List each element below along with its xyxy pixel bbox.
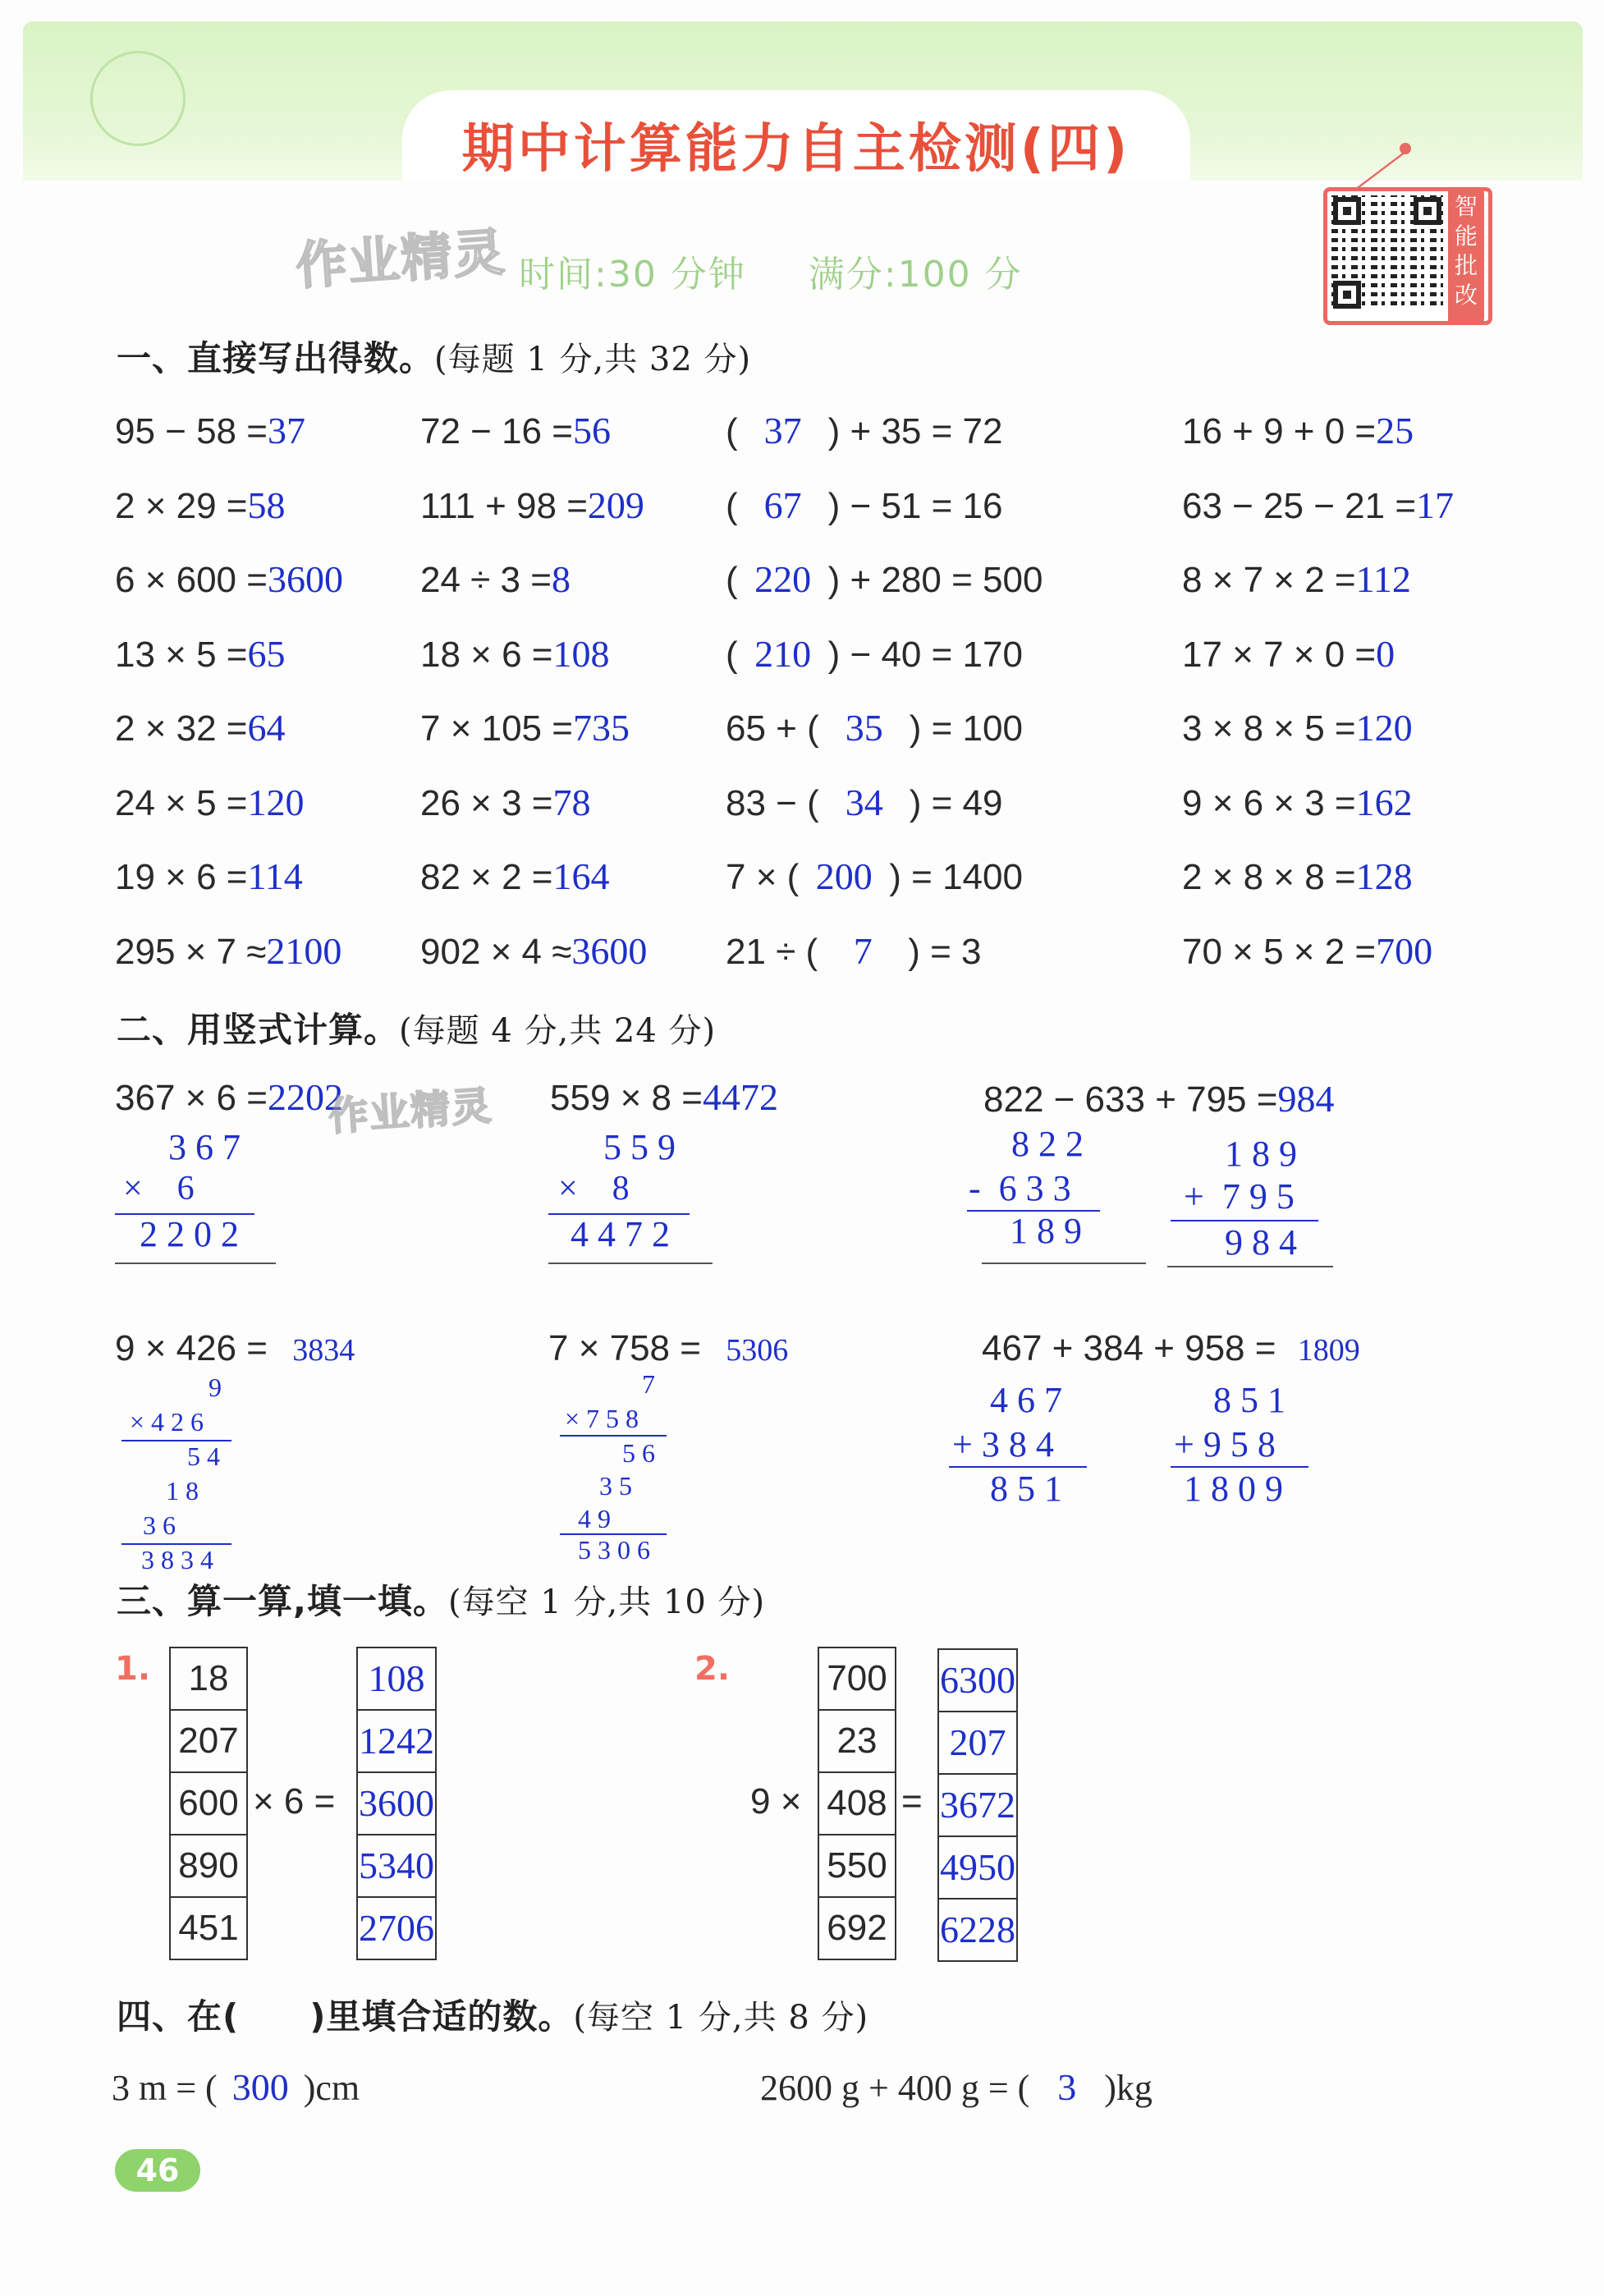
input-cell: 207	[171, 1711, 246, 1773]
answer[interactable]: 67	[763, 483, 802, 526]
oral-calc-item: 7 × ( 200 ) = 1400	[726, 855, 1023, 897]
section3-note: (每空 1 分,共 10 分)	[447, 1583, 766, 1621]
section2-heading: 二、用竖式计算。	[117, 1010, 400, 1050]
work-line: + 9 5 8	[1174, 1424, 1276, 1464]
output-column	[937, 1648, 1018, 1962]
input-column	[169, 1647, 248, 1960]
answer[interactable]: 114	[247, 855, 303, 897]
work-line: 1 8 9	[1010, 1211, 1082, 1251]
vertical-problem-4: 9 × 426 = 3834	[115, 1328, 355, 1368]
work-line: 5 4	[187, 1441, 220, 1471]
full-score: 满分:100 分	[808, 254, 1023, 296]
answer[interactable]: 37	[267, 410, 305, 451]
input-cell: 408	[819, 1773, 895, 1835]
input-cell: 890	[171, 1835, 246, 1898]
output-column	[356, 1647, 437, 1960]
answer: 3834	[292, 1333, 355, 1368]
oral-calc-item: 83 − ( 34 ) = 49	[726, 781, 1003, 823]
work-line: 3 6	[143, 1510, 176, 1540]
input-cell: 18	[171, 1648, 246, 1711]
qr-eye-icon	[1333, 197, 1361, 225]
input-column	[818, 1647, 896, 1960]
input-cell: 550	[819, 1835, 895, 1898]
answer[interactable]: 7	[853, 929, 873, 972]
work-rule	[560, 1435, 667, 1437]
output-cell[interactable]: 3672	[939, 1775, 1016, 1837]
work-line: 4 6 7	[990, 1380, 1062, 1420]
answer[interactable]: 735	[572, 707, 630, 749]
work-line: 7	[642, 1369, 655, 1399]
answer: 2202	[267, 1076, 343, 1118]
answer[interactable]: 120	[1355, 707, 1413, 749]
answer[interactable]: 112	[1355, 558, 1411, 600]
vertical-problem-5: 7 × 758 = 5306	[548, 1328, 789, 1368]
answer[interactable]: 128	[1355, 855, 1413, 897]
output-cell[interactable]: 6228	[940, 1909, 1015, 1950]
vertical-problem-3: 822 − 633 + 795 =984	[983, 1078, 1335, 1120]
work-line: × 8	[558, 1170, 630, 1208]
answer[interactable]: 2100	[266, 929, 342, 972]
answer: 1809	[1297, 1333, 1360, 1368]
work-line: × 6	[123, 1170, 195, 1208]
oral-calc-item: 111 + 98 =209	[420, 483, 644, 526]
oral-calc-item: 21 ÷ ( 7 ) = 3	[726, 929, 982, 972]
answer[interactable]: 120	[247, 781, 305, 823]
oral-calc-item: 24 ÷ 3 =8	[420, 558, 571, 600]
oral-calc-item: 19 × 6 =114	[115, 855, 303, 897]
operator: 9 ×	[750, 1781, 802, 1822]
work-line: 8 5 1	[1213, 1380, 1285, 1420]
output-cell[interactable]: 207	[939, 1712, 1016, 1775]
watermark: 作业精灵	[327, 1083, 495, 1140]
answer[interactable]: 200	[815, 855, 873, 897]
fill-item-1: 3 m = ( 300 )cm	[112, 2066, 360, 2108]
work-line: 9	[209, 1373, 222, 1402]
answer[interactable]: 3600	[571, 929, 648, 972]
qr-tag[interactable]	[1448, 187, 1484, 325]
output-cell[interactable]: 3600	[358, 1773, 435, 1835]
answer[interactable]: 108	[552, 632, 610, 675]
section1-heading: 一、直接写出得数。	[117, 338, 435, 378]
work-line: 3 8 3 4	[141, 1545, 213, 1574]
answer[interactable]: 0	[1376, 632, 1395, 675]
oral-calc-item: ( 210 ) − 40 = 170	[726, 632, 1023, 675]
section1-note: (每题 1 分,共 32 分)	[434, 341, 752, 378]
oral-calc-item: 295 × 7 ≈2100	[115, 929, 342, 972]
oral-calc-item: 9 × 6 × 3 =162	[1182, 781, 1413, 823]
oral-calc-item: ( 220 ) + 280 = 500	[726, 558, 1043, 600]
work-line: 1 8 9	[1225, 1134, 1297, 1174]
input-cell: 451	[178, 1908, 239, 1948]
oral-calc-item: 95 − 58 =37	[115, 410, 305, 451]
work-line: 5 3 0 6	[578, 1535, 650, 1565]
oral-calc-item: 18 × 6 =108	[420, 632, 610, 675]
work-line: 3 6 7	[168, 1127, 241, 1167]
oral-calc-item: 70 × 5 × 2 =700	[1182, 929, 1433, 972]
oral-calc-item: 8 × 7 × 2 =112	[1182, 558, 1411, 600]
work-line: - 6 3 3	[969, 1168, 1071, 1208]
work-line: + 7 9 5	[1184, 1176, 1295, 1217]
output-cell[interactable]: 5340	[358, 1835, 435, 1898]
answer[interactable]: 25	[1376, 410, 1414, 451]
input-cell: 700	[819, 1648, 895, 1711]
output-cell[interactable]: 108	[358, 1648, 435, 1711]
decorative-circle	[90, 51, 186, 146]
operator: × 6 =	[253, 1781, 336, 1822]
input-cell: 692	[827, 1908, 887, 1948]
page-number: 46	[115, 2149, 200, 2192]
work-line: 8 5 1	[990, 1469, 1062, 1509]
section3-title	[117, 1574, 765, 1624]
oral-calc-item: 902 × 4 ≈3600	[420, 929, 648, 972]
oral-calc-item: 82 × 2 =164	[420, 855, 610, 897]
section2-note: (每题 4 分,共 24 分)	[399, 1012, 717, 1050]
watermark: 作业精灵	[294, 222, 508, 296]
answer[interactable]: 35	[845, 707, 883, 749]
section3-heading: 三、算一算,填一填。	[117, 1581, 448, 1621]
answer-rule	[115, 1263, 276, 1264]
answer[interactable]: 37	[763, 410, 802, 451]
oral-calc-item: ( 37 ) + 35 = 72	[726, 410, 1003, 451]
time-info	[519, 245, 1072, 297]
oral-calc-item: 17 × 7 × 0 =0	[1182, 632, 1395, 675]
answer-rule	[1167, 1266, 1333, 1267]
oral-calc-item: 72 − 16 =56	[420, 410, 611, 451]
oral-calc-item: 65 + ( 35 ) = 100	[726, 707, 1023, 749]
work-line: 4 9	[578, 1504, 611, 1533]
work-line: 5 5 9	[603, 1127, 676, 1167]
oral-calc-item: 16 + 9 + 0 =25	[1182, 410, 1414, 451]
input-cell: 23	[819, 1711, 895, 1773]
answer[interactable]: 17	[1416, 483, 1455, 526]
work-line: 2 2 0 2	[140, 1214, 239, 1254]
work-line: 5 6	[622, 1438, 655, 1468]
vertical-problem-2: 559 × 8 =4472	[550, 1076, 778, 1118]
fill-item-2: 2600 g + 400 g = ( 3 )kg	[760, 2066, 1153, 2108]
answer[interactable]: 78	[552, 781, 591, 823]
equals-sign: =	[901, 1781, 923, 1822]
oral-calc-item: 2 × 29 =58	[115, 483, 286, 526]
work-line: × 7 5 8	[565, 1404, 639, 1433]
work-line: 9 8 4	[1225, 1222, 1297, 1263]
output-cell[interactable]: 2706	[359, 1907, 434, 1949]
problem-number: 1.	[115, 1650, 151, 1688]
answer[interactable]: 700	[1376, 929, 1433, 972]
answer[interactable]: 220	[754, 558, 812, 600]
answer-rule	[982, 1263, 1146, 1264]
oral-calc-item: ( 67 ) − 51 = 16	[726, 483, 1003, 526]
answer[interactable]: 3	[1057, 2066, 1077, 2108]
page-title: 期中计算能力自主检测(四)	[461, 119, 1131, 180]
problem-number: 2.	[694, 1650, 731, 1688]
oral-calc-item: 3 × 8 × 5 =120	[1182, 707, 1413, 749]
work-line: + 3 8 4	[952, 1424, 1054, 1464]
oral-calc-item: 63 − 25 − 21 =17	[1182, 483, 1455, 526]
work-line: 1 8	[166, 1476, 199, 1505]
section1-title	[117, 332, 751, 381]
work-line: 4 4 7 2	[571, 1214, 670, 1254]
answer[interactable]: 209	[587, 483, 644, 526]
answer[interactable]: 162	[1355, 781, 1413, 823]
qr-pin	[1400, 143, 1411, 154]
section2-title	[117, 1003, 716, 1052]
answer[interactable]: 300	[231, 2066, 289, 2108]
work-line: 8 2 2	[1011, 1124, 1084, 1164]
answer[interactable]: 58	[247, 483, 286, 526]
answer: 5306	[726, 1333, 789, 1368]
work-line: 1 8 0 9	[1184, 1469, 1283, 1509]
answer: 4472	[702, 1076, 778, 1118]
section4-note: (每空 1 分,共 8 分)	[573, 1999, 869, 2037]
input-cell: 600	[171, 1773, 246, 1835]
answer[interactable]: 56	[572, 410, 611, 451]
answer[interactable]: 34	[845, 781, 883, 823]
output-cell[interactable]: 1242	[358, 1711, 435, 1773]
answer[interactable]: 3600	[267, 558, 343, 600]
section4-heading: 四、在( )里填合适的数。	[117, 1996, 574, 2037]
section4-title	[117, 1990, 868, 2039]
oral-calc-item: 24 × 5 =120	[115, 781, 305, 823]
answer[interactable]: 164	[552, 855, 610, 897]
answer[interactable]: 210	[754, 632, 812, 675]
oral-calc-item: 13 × 5 =65	[115, 632, 286, 675]
oral-calc-item: 6 × 600 =3600	[115, 558, 343, 600]
output-cell[interactable]: 4950	[939, 1837, 1016, 1900]
answer-rule	[548, 1263, 713, 1264]
qr-tag-text: 智能批改	[1454, 193, 1478, 309]
vertical-problem-6: 467 + 384 + 958 = 1809	[982, 1328, 1360, 1368]
qr-eye-icon	[1333, 281, 1361, 309]
answer[interactable]: 8	[551, 558, 571, 600]
oral-calc-item: 2 × 8 × 8 =128	[1182, 855, 1413, 897]
oral-calc-item: 7 × 105 =735	[420, 707, 630, 749]
oral-calc-item: 26 × 3 =78	[420, 781, 591, 823]
work-line: × 4 2 6	[130, 1407, 204, 1437]
answer[interactable]: 65	[247, 632, 286, 675]
answer[interactable]: 64	[247, 707, 286, 749]
time-limit: 时间:30 分钟	[519, 254, 746, 296]
output-cell[interactable]: 6300	[939, 1650, 1016, 1712]
work-line: 3 5	[599, 1471, 632, 1501]
oral-calc-item: 2 × 32 =64	[115, 707, 286, 749]
vertical-problem-1: 367 × 6 =2202	[115, 1076, 343, 1118]
qr-eye-icon	[1414, 197, 1441, 225]
answer: 984	[1277, 1078, 1335, 1120]
